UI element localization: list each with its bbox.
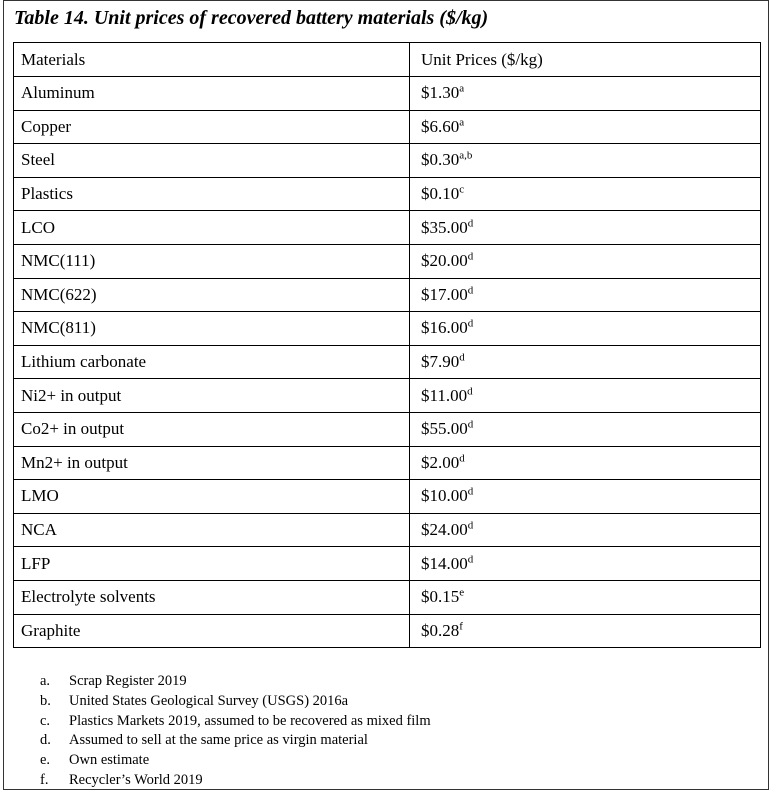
price-cell bbox=[410, 77, 761, 111]
price-cell bbox=[410, 144, 761, 178]
material-cell: Ni2+ in output bbox=[14, 379, 410, 413]
table-row bbox=[14, 312, 761, 346]
footnote-marker: d bbox=[467, 284, 474, 297]
header-materials: Materials bbox=[14, 43, 410, 77]
price-value: $0.15 bbox=[421, 587, 460, 607]
material-cell: LCO bbox=[14, 211, 410, 245]
price-cell bbox=[410, 110, 761, 144]
footnote-text: Own estimate bbox=[69, 752, 150, 769]
price-cell bbox=[410, 412, 761, 446]
header-unit-prices: Unit Prices ($/kg) bbox=[410, 43, 761, 77]
footnote-letter: e. bbox=[40, 752, 51, 769]
footnote-letter: b. bbox=[40, 692, 51, 709]
footnote-marker: d bbox=[467, 217, 474, 230]
material-cell: Plastics bbox=[14, 177, 410, 211]
price-value: $55.00 bbox=[421, 419, 468, 439]
footnotes-list bbox=[40, 672, 431, 791]
table-row bbox=[14, 345, 761, 379]
footnote-letter: c. bbox=[40, 712, 51, 729]
material-cell: Aluminum bbox=[14, 77, 410, 111]
table-row bbox=[14, 278, 761, 312]
footnote-marker: c bbox=[459, 183, 465, 196]
table-row bbox=[14, 412, 761, 446]
table-row bbox=[14, 211, 761, 245]
footnote-marker: d bbox=[467, 418, 474, 431]
material-cell: LMO bbox=[14, 480, 410, 514]
footnote-text: Assumed to sell at the same price as virgin material bbox=[69, 732, 368, 749]
footnote-text: Recycler’s World 2019 bbox=[69, 771, 203, 788]
table-row bbox=[14, 513, 761, 547]
footnote-marker: d bbox=[467, 317, 474, 330]
footnote-marker: d bbox=[467, 485, 474, 498]
table-row bbox=[14, 110, 761, 144]
footnote-text: Scrap Register 2019 bbox=[69, 673, 187, 689]
table-row bbox=[14, 244, 761, 278]
footnote-marker: d bbox=[467, 519, 474, 532]
price-cell bbox=[410, 614, 761, 648]
price-cell bbox=[410, 345, 761, 379]
material-cell: NMC(111) bbox=[14, 244, 410, 278]
footnote-marker: d bbox=[467, 250, 474, 263]
material-cell: NMC(622) bbox=[14, 278, 410, 312]
price-value: $10.00 bbox=[421, 486, 468, 506]
footnote-letter: d. bbox=[40, 732, 51, 749]
footnote-marker: a bbox=[459, 82, 465, 95]
price-value: $0.10 bbox=[421, 184, 460, 204]
table-row bbox=[14, 547, 761, 581]
footnote-marker: f bbox=[459, 620, 463, 633]
price-value: $0.30 bbox=[421, 150, 460, 170]
footnote-marker: d bbox=[467, 384, 473, 397]
table-row bbox=[14, 580, 761, 614]
material-cell: Electrolyte solvents bbox=[14, 580, 410, 614]
footnote-marker: d bbox=[467, 552, 474, 565]
price-cell bbox=[410, 177, 761, 211]
table-title: Table 14. Unit prices of recovered battery materials ($/kg) bbox=[14, 7, 489, 29]
footnote-marker: a,b bbox=[459, 149, 473, 162]
material-cell: NCA bbox=[14, 513, 410, 547]
price-value: $2.00 bbox=[421, 452, 460, 472]
table-row bbox=[14, 446, 761, 480]
price-value: $11.00 bbox=[421, 385, 468, 405]
table-row bbox=[14, 614, 761, 648]
material-cell: NMC(811) bbox=[14, 312, 410, 346]
footnote-item bbox=[40, 771, 431, 791]
footnote-letter: f. bbox=[40, 771, 49, 788]
material-cell: Graphite bbox=[14, 614, 410, 648]
footnote-marker: e bbox=[459, 586, 465, 599]
price-value: $35.00 bbox=[421, 217, 468, 237]
material-cell: Steel bbox=[14, 144, 410, 178]
footnote-item bbox=[40, 751, 431, 771]
footnote-letter: a. bbox=[40, 673, 51, 689]
material-cell: LFP bbox=[14, 547, 410, 581]
table-row bbox=[14, 480, 761, 514]
footnote-item bbox=[40, 672, 431, 692]
price-cell bbox=[410, 379, 761, 413]
table-row bbox=[14, 77, 761, 111]
material-cell: Lithium carbonate bbox=[14, 345, 410, 379]
price-cell bbox=[410, 547, 761, 581]
price-value: $16.00 bbox=[421, 318, 468, 338]
price-value: $14.00 bbox=[421, 553, 468, 573]
material-cell: Mn2+ in output bbox=[14, 446, 410, 480]
table-row bbox=[14, 379, 761, 413]
price-cell bbox=[410, 244, 761, 278]
price-cell bbox=[410, 312, 761, 346]
footnote-marker: d bbox=[459, 452, 465, 465]
price-value: $17.00 bbox=[421, 284, 468, 304]
price-value: $20.00 bbox=[421, 251, 468, 271]
footnote-text: Plastics Markets 2019, assumed to be recovered as mixed film bbox=[69, 712, 431, 729]
price-cell bbox=[410, 580, 761, 614]
footnote-text: United States Geological Survey (USGS) 2016a bbox=[69, 692, 349, 709]
footnote-item bbox=[40, 692, 431, 712]
footnote-marker: a bbox=[459, 116, 465, 129]
price-cell bbox=[410, 480, 761, 514]
table-row bbox=[14, 177, 761, 211]
price-value: $7.90 bbox=[421, 352, 460, 372]
price-cell bbox=[410, 211, 761, 245]
table-header-row bbox=[14, 43, 761, 77]
price-value: $1.30 bbox=[421, 83, 460, 103]
material-cell: Copper bbox=[14, 110, 410, 144]
price-cell bbox=[410, 446, 761, 480]
price-value: $24.00 bbox=[421, 520, 468, 540]
price-value: $0.28 bbox=[421, 620, 460, 640]
material-cell: Co2+ in output bbox=[14, 412, 410, 446]
footnote-item bbox=[40, 731, 431, 751]
price-value: $6.60 bbox=[421, 116, 460, 136]
price-cell bbox=[410, 278, 761, 312]
price-cell bbox=[410, 513, 761, 547]
unit-prices-table bbox=[13, 42, 761, 648]
footnote-marker: d bbox=[459, 351, 465, 364]
footnote-item bbox=[40, 712, 431, 732]
table-row bbox=[14, 144, 761, 178]
